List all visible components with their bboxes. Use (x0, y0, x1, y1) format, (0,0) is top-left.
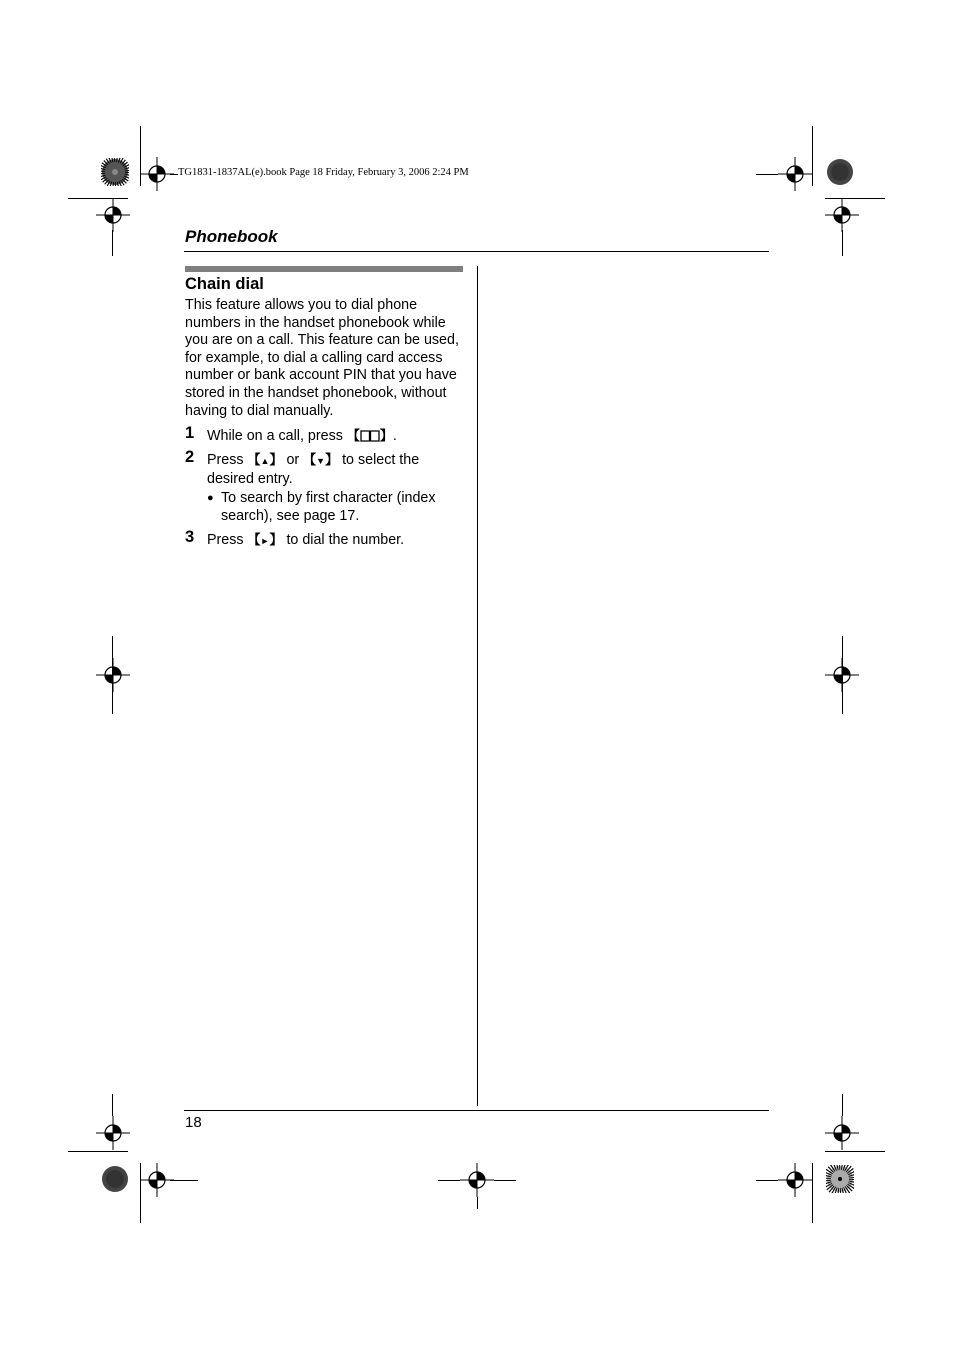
crop-line (140, 126, 141, 186)
step-text: Press 【►】 to dial the number. (207, 532, 405, 548)
down-arrow-icon: ▼ (316, 456, 326, 466)
registration-mark-icon (96, 658, 130, 692)
crop-line (68, 198, 128, 199)
bullet-icon: ● (207, 492, 214, 504)
crop-line (842, 636, 843, 714)
print-target-icon (826, 158, 854, 186)
registration-mark-icon (778, 157, 812, 191)
crop-line (825, 198, 885, 199)
print-target-icon (826, 1165, 854, 1193)
step-text: While on a call, press 【 】. (207, 428, 397, 444)
registration-mark-icon (140, 1163, 174, 1197)
registration-mark-icon (778, 1163, 812, 1197)
heading-bar (185, 266, 463, 272)
crop-line (170, 1180, 198, 1181)
crop-line (112, 636, 113, 714)
print-target-icon (101, 158, 129, 186)
crop-line (170, 174, 178, 175)
registration-mark-icon (140, 157, 174, 191)
page-number: 18 (185, 1114, 202, 1131)
intro-paragraph: This feature allows you to dial phone numbers in the handset phonebook while you are on a call. This feature can be used, for example, to dial a calling card access number or bank account PIN that you have stored in the handset phonebook, without having to dial manually. (185, 297, 459, 419)
crop-line (112, 1094, 113, 1116)
bottom-rule (184, 1110, 769, 1111)
crop-line (438, 1180, 460, 1181)
crop-line (140, 1163, 141, 1223)
print-target-icon (101, 1165, 129, 1193)
crop-line (756, 174, 778, 175)
crop-line (494, 1180, 516, 1181)
step-number: 1 (185, 424, 195, 442)
registration-mark-icon (460, 1163, 494, 1197)
registration-mark-icon (96, 198, 130, 232)
top-rule (184, 251, 769, 252)
crop-line (477, 1197, 478, 1209)
step-1 (185, 424, 467, 446)
crop-line (812, 126, 813, 186)
crop-line (842, 230, 843, 256)
step-3 (185, 528, 467, 551)
down-key: 【▼】 (303, 452, 339, 467)
up-key: 【▲】 (247, 452, 283, 467)
section-title: Phonebook (185, 227, 278, 246)
registration-mark-icon (825, 1116, 859, 1150)
right-arrow-icon: ► (260, 536, 270, 546)
bullet-item: ● To search by first character (index search), see page 17. (207, 490, 436, 524)
crop-line (112, 230, 113, 256)
step-number: 2 (185, 448, 195, 466)
registration-mark-icon (96, 1116, 130, 1150)
up-arrow-icon: ▲ (260, 456, 270, 466)
crop-line (68, 1151, 128, 1152)
heading: Chain dial (185, 275, 264, 293)
phonebook-icon (360, 429, 380, 442)
step-2 (185, 448, 467, 488)
crop-line (825, 1151, 885, 1152)
crop-line (812, 1163, 813, 1223)
step-text: Press 【▲】 or 【▼】 to select the desired entry. (207, 452, 420, 487)
phonebook-key: 【 】 (346, 428, 393, 443)
right-key: 【►】 (247, 532, 283, 547)
print-header: TG1831-1837AL(e).book Page 18 Friday, February 3, 2006 2:24 PM (178, 167, 469, 178)
step-number: 3 (185, 528, 195, 546)
registration-mark-icon (825, 198, 859, 232)
crop-line (756, 1180, 778, 1181)
column-divider (477, 266, 478, 1106)
crop-line (842, 1094, 843, 1116)
